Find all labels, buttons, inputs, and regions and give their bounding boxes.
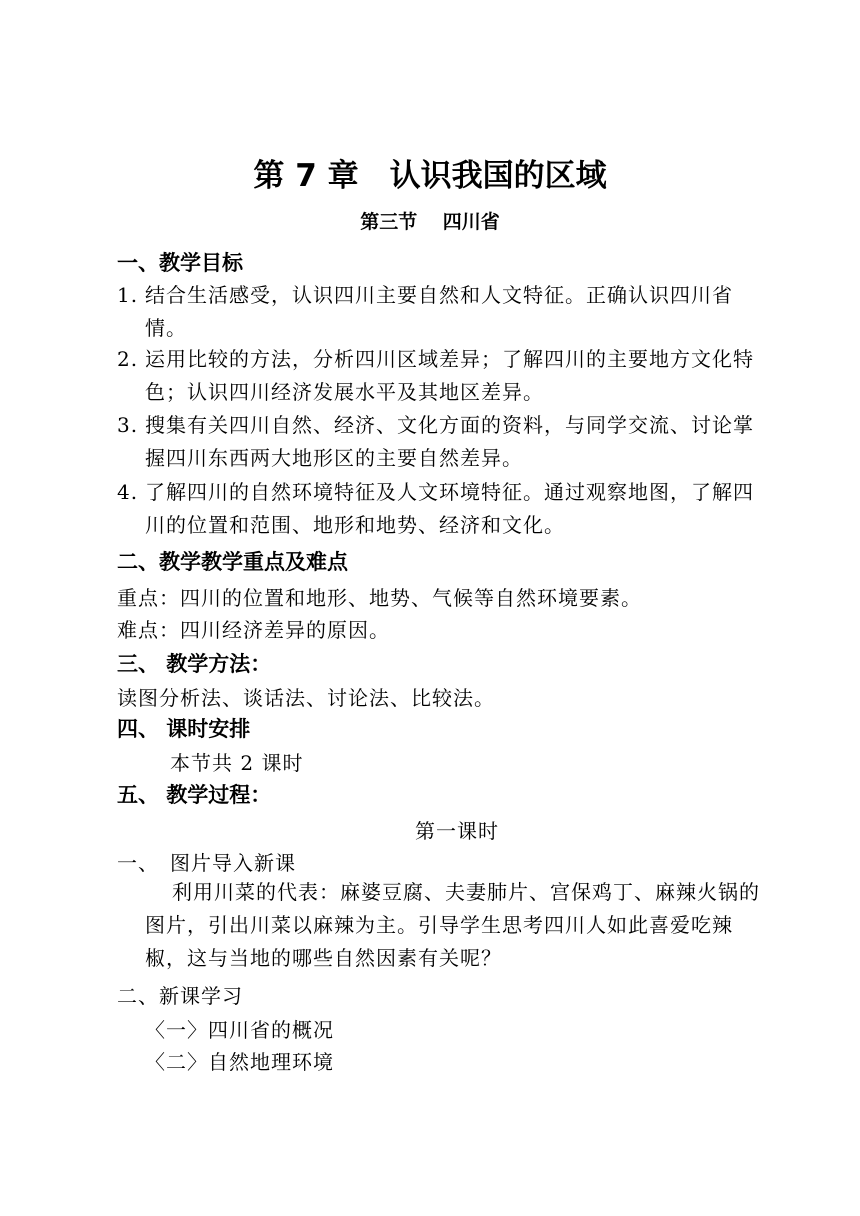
heading-teaching-process: 五、 教学过程： [117,783,272,807]
objective-text: 了解四川的自然环境特征及人文环境特征。通过观察地图，了解四川的位置和范围、地形和地势、经济和文化。 [145,480,754,537]
objective-number: 4. [117,480,139,504]
part2-heading: 二、新课学习 [117,984,243,1008]
teaching-methods-text: 读图分析法、谈话法、讨论法、比较法。 [117,686,495,710]
objective-text: 结合生活感受，认识四川主要自然和人文特征。正确认识四川省情。 [145,283,733,340]
part1-heading: 一、 图片导入新课 [117,851,296,875]
objective-text: 搜集有关四川自然、经济、文化方面的资料，与同学交流、讨论掌握四川东西两大地形区的主要自然差异。 [145,413,754,470]
objective-text: 运用比较的方法，分析四川区域差异；了解四川的主要地方文化特色；认识四川经济发展水平及其地区差异。 [145,347,754,404]
subsection-overview: 〈一〉四川省的概况 [145,1018,334,1042]
objective-number: 2. [117,347,139,371]
key-point-text: 重点：四川的位置和地形、地势、气候等自然环境要素。 [117,586,642,610]
difficulty-text: 难点：四川经济差异的原因。 [117,618,390,642]
heading-key-points: 二、教学教学重点及难点 [117,550,348,574]
heading-teaching-methods: 三、 教学方法： [117,652,272,676]
part1-paragraph: 利用川菜的代表：麻婆豆腐、夫妻肺片、宫保鸡丁、麻辣火锅的图片，引出川菜以麻辣为主。引导学生思考四川人如此喜爱吃辣椒，这与当地的哪些自然因素有关呢？ [145,880,760,970]
objective-item-1 [117,279,767,345]
heading-class-hours: 四、 课时安排 [117,717,251,741]
subsection-natural-environment: 〈二〉自然地理环境 [145,1050,334,1074]
objective-item-3 [117,409,767,475]
objective-item-2 [117,343,767,409]
lesson-title: 第一课时 [415,819,499,843]
class-hours-text: 本节共 2 课时 [170,751,304,775]
objective-number: 1. [117,283,139,307]
heading-teaching-objectives: 一、教学目标 [117,251,243,275]
objective-item-4 [117,476,767,542]
section-subtitle: 第三节 四川省 [360,211,500,233]
chapter-title: 第 7 章 认识我国的区域 [253,158,607,194]
objective-number: 3. [117,413,139,437]
